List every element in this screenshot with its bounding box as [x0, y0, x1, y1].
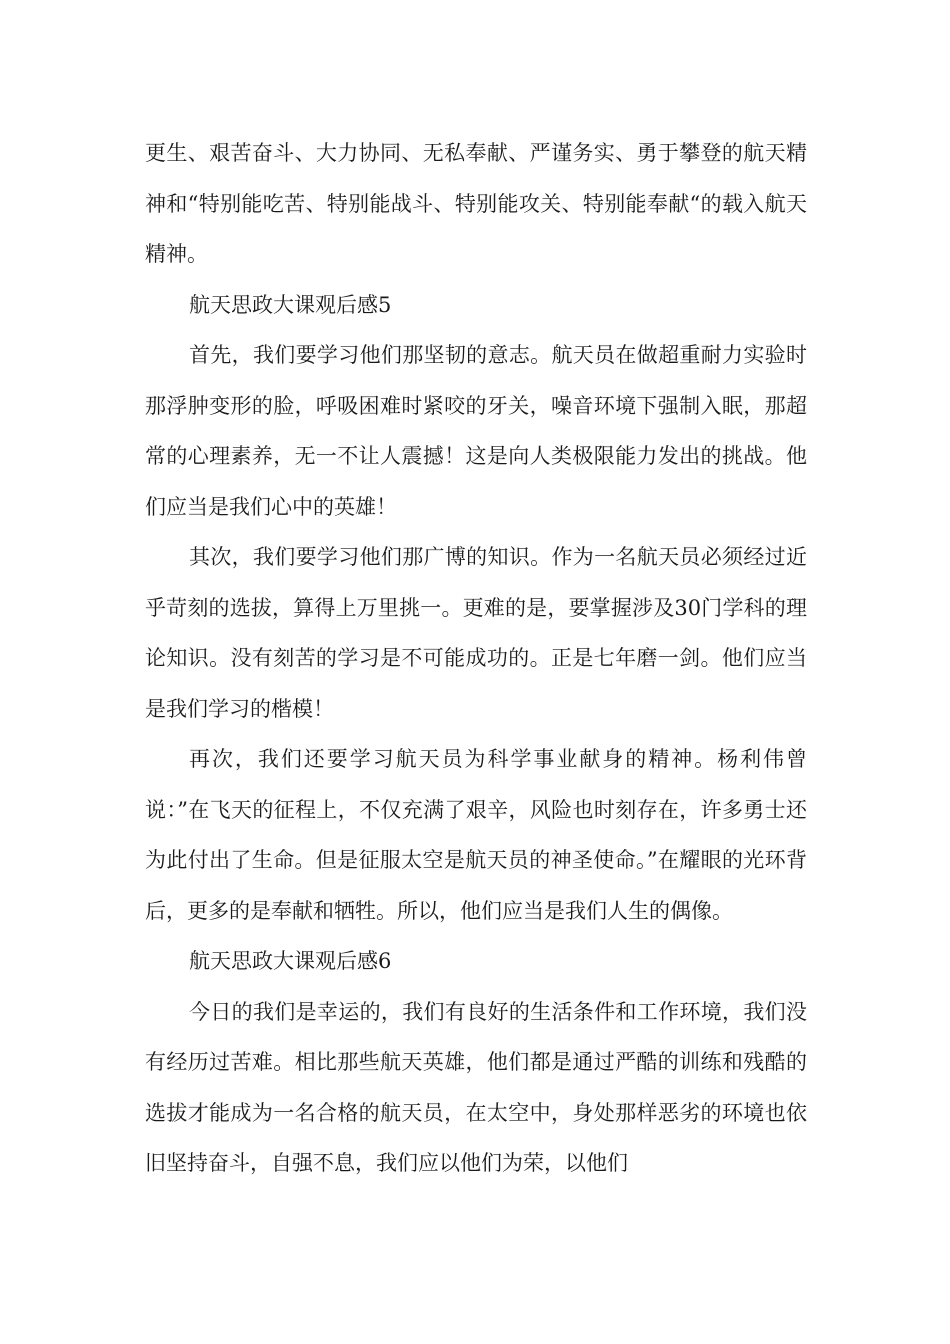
- section-heading-6: 航天思政大课观后感6: [189, 949, 392, 973]
- paragraph: 今日的我们是幸运的，我们有良好的生活条件和工作环境，我们没有经历过苦难。相比那些航天英雄，他们都是通过严酷的训练和残酷的选拔才能成为一名合格的航天员，在太空中，身处那样恶劣的环境也依旧坚持奋斗，自强不息，我们应以他们为荣，以他们: [145, 999, 807, 1175]
- section-heading-5: 航天思政大课观后感5: [189, 292, 392, 317]
- paragraph: 再次，我们还要学习航天员为科学事业献身的精神。杨利伟曾说：”在飞天的征程上，不仅充满了艰辛，风险也时刻存在，许多勇士还为此付出了生命。但是征服太空是航天员的神圣使命。”在耀眼的光环背后，更多的是奉献和牺牲。所以，他们应当是我们人生的偶像。: [145, 747, 807, 923]
- paragraph: 其次，我们要学习他们那广博的知识。作为一名航天员必须经过近乎苛刻的选拔，算得上万里挑一。更难的是，要掌握涉及30门学科的理论知识。没有刻苦的学习是不可能成功的。正是七年磨一剑。他们应当是我们学习的楷模！: [145, 545, 807, 721]
- paragraph: 首先，我们要学习他们那坚韧的意志。航天员在做超重耐力实验时那浮肿变形的脸，呼吸困难时紧咬的牙关，噪音环境下强制入眠，那超常的心理素养，无一不让人震撼！这是向人类极限能力发出的挑战。他们应当是我们心中的英雄！: [145, 343, 807, 519]
- document-body: [145, 128, 807, 1189]
- paragraph-continuation: 更生、艰苦奋斗、大力协同、无私奉献、严谨务实、勇于攀登的航天精神和“特别能吃苦、特别能战斗、特别能攻关、特别能奉献“的载入航天精神。: [145, 141, 807, 266]
